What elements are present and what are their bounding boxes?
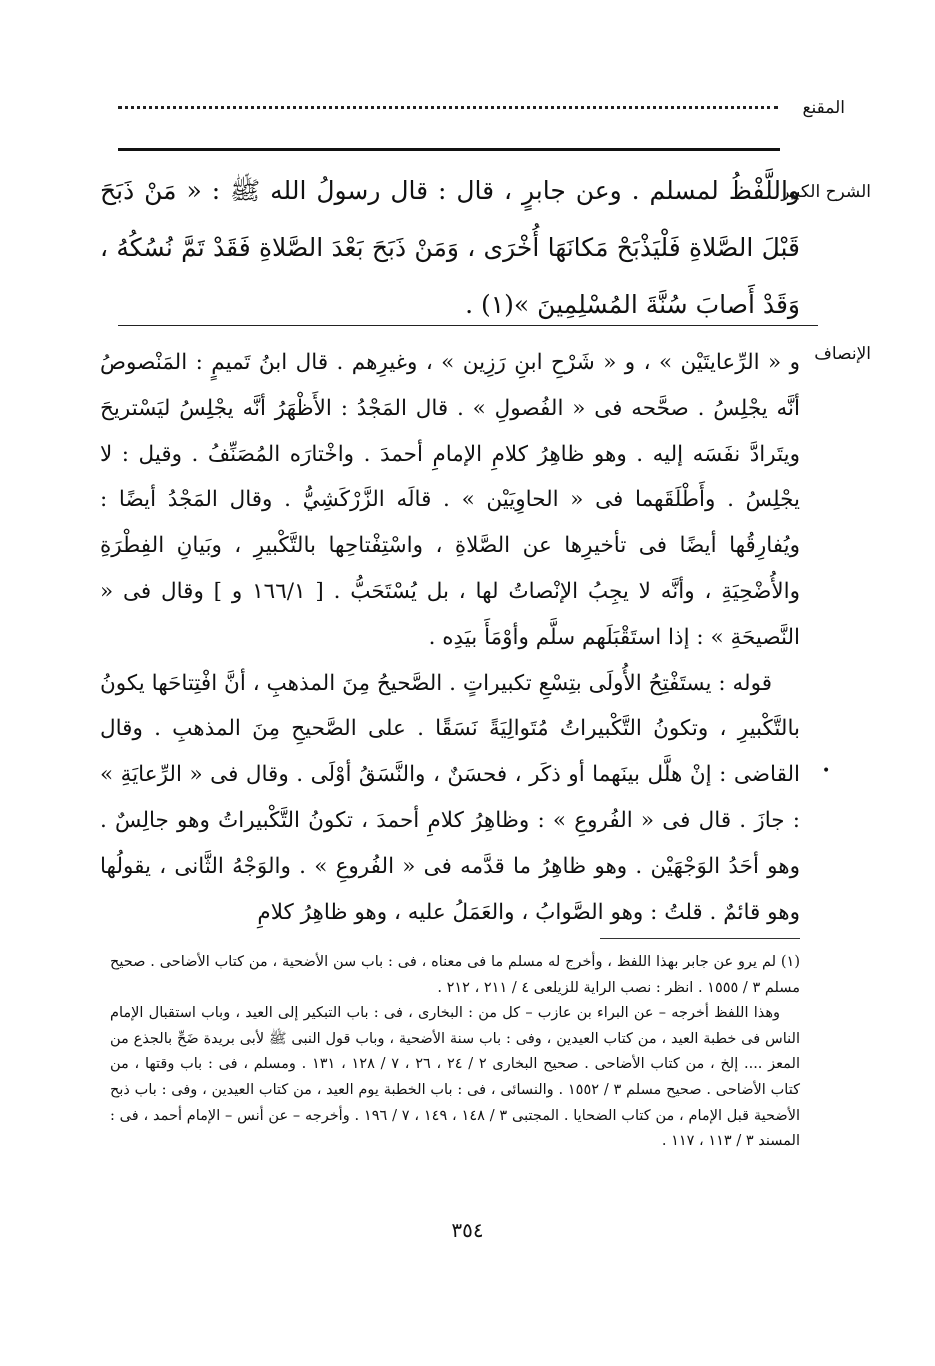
insaf-paragraph-2: قوله : يستَفْتِحُ الأُولَى بتِسْعِ تكبيراتٍ . الصَّحيحُ مِنَ المذهبِ ، أنَّ افْتِتاحَها يكونُ بالتَّكْبيرِ ، وتكونُ التَّكْبيراتُ مُتَوالِيَةً نَسَقًا . على الصَّحيحِ مِنَ المذهبِ . وقال القاضى : إنْ هلَّل بينَهما أو ذكَر ، فحسَنٌ ، والنَّسَقُ أوْلَى . وقال فى « الرِّعايَةِ » : جازَ . قال فى « الفُروعِ » : وظاهِرُ كلامِ أحمدَ ، تكونُ التَّكْبيراتُ وهو جالِسٌ . وهو أحَدُ الوَجْهَيْن . وهو ظاهِرُ ما قدَّمه فى « الفُروعِ » . والوَجْهُ الثَّانى ، يقولُها وهو قائمٌ . قلتُ : وهو الصَّوابُ ، والعَمَلُ عليه ، وهو ظاهِرُ كلامِ bbox=[100, 670, 800, 925]
section-label-insaf: الإنصاف bbox=[814, 344, 871, 364]
insaf-paragraph-1: و « الرِّعايتَيْن » ، و « شَرْحِ ابنِ رَزِين » ، وغيرِهم . قال ابنُ تَميمٍ : المَنْصوصُ أنَّه يجْلِسُ . صحَّحه فى « الفُصولِ » . قال المَجْدُ : الأَظْهَرُ أنَّه يجْلِسُ ليَسْتريحَ ويتَرادَّ نفَسَه إليه . وهو ظاهِرُ كلامِ الإمامِ أحمدَ . واخْتارَه المُصَنِّفُ . وقيل : لا يجْلِسُ . وأَطْلَقَهما فى « الحاوِيَيْن » . قالَه الزَّرْكَشِيُّ . وقال المَجْدُ أيضًا : ويُفارِقُها أيضًا فى تأخيرِها عن الصَّلاةِ ، واسْتِفْتاحِها بالتَّكْبيرِ ، وبَيانِ الفِطْرَةِ والأُضْحِيَةِ ، وأنَّه لا يجِبُ الإنْصاتُ لها ، بل يُسْتَحَبُّ . [ ١٦٦/١ و ] وقال فى « النَّصيحَةِ » : إذا استَقْبَلَهم سلَّم وأوْمَأَ بيَدِه . bbox=[100, 350, 800, 650]
page-number: ٣٥٤ bbox=[451, 1218, 484, 1242]
sharh-text-block bbox=[100, 162, 800, 333]
sharh-paragraph: واللَّفْظُ لمسلم . وعن جابرٍ ، قال : قال رسولُ الله ﷺ : « مَنْ ذَبَحَ قَبْلَ الصَّلاةِ فَلْيَذْبَحْ مَكانَهَا أُخْرَى ، وَمَنْ ذَبَحَ بَعْدَ الصَّلاةِ فَقَدْ تَمَّ نُسُكُهُ ، وَقَدْ أَصابَ سُنَّةَ المُسْلِمِينَ »(١) . bbox=[100, 176, 800, 319]
insaf-text-block bbox=[100, 340, 800, 935]
header-dotted-leader bbox=[118, 106, 778, 109]
header-rule bbox=[118, 148, 780, 151]
footnotes-block bbox=[110, 950, 800, 1155]
section-divider bbox=[118, 325, 818, 326]
footnote-1: (١) لم يرو عن جابر بهذا اللفظ ، وأخرج له مسلم ما فى معناه ، فى : باب سن الأضحية ، من كتاب الأضاحى . صحيح مسلم ٣ / ١٥٥٥ . انظر : نصب الراية للزيلعى ٤ / ٢١١ ، ٢١٢ . bbox=[110, 954, 800, 996]
footnote-1-continuation: وهذا اللفظ أخرجه – عن البراء بن عازب – كل من : البخارى ، فى : باب التبكير إلى العيد ، وباب استقبال الإمام الناس فى خطبة العيد ، من كتاب العيدين ، وفى : باب سنة الأضحية ، وباب قول النبى ﷺ لأبى بريدة ضَحِّ بالجذع من المعز .... إلخ ، من كتاب الأضاحى . صحيح البخارى ٢ / ٢٤ ، ٢٦ ، ٧ / ١٢٨ ، ١٣١ . ومسلم ، فى : باب وقتها ، من كتاب الأضاحى . صحيح مسلم ٣ / ١٥٥٢ . والنسائى ، فى : باب الخطبة يوم العيد ، من كتاب العيدين ، وفى : باب ذبح الأضحية قبل الإمام ، من كتاب الضحايا . المجتبى ٣ / ١٤٨ ، ١٤٩ ، ٧ / ١٩٦ . وأخرجه – عن أنس – الإمام أحمد ، فى : المسند ٣ / ١١٣ ، ١١٧ . bbox=[110, 1005, 800, 1150]
running-header-title: المقنع bbox=[802, 98, 845, 118]
section-label-sharh: الشرح الكبير bbox=[781, 182, 871, 202]
margin-bullet-mark: • bbox=[822, 763, 831, 779]
footnote-rule bbox=[600, 938, 800, 939]
